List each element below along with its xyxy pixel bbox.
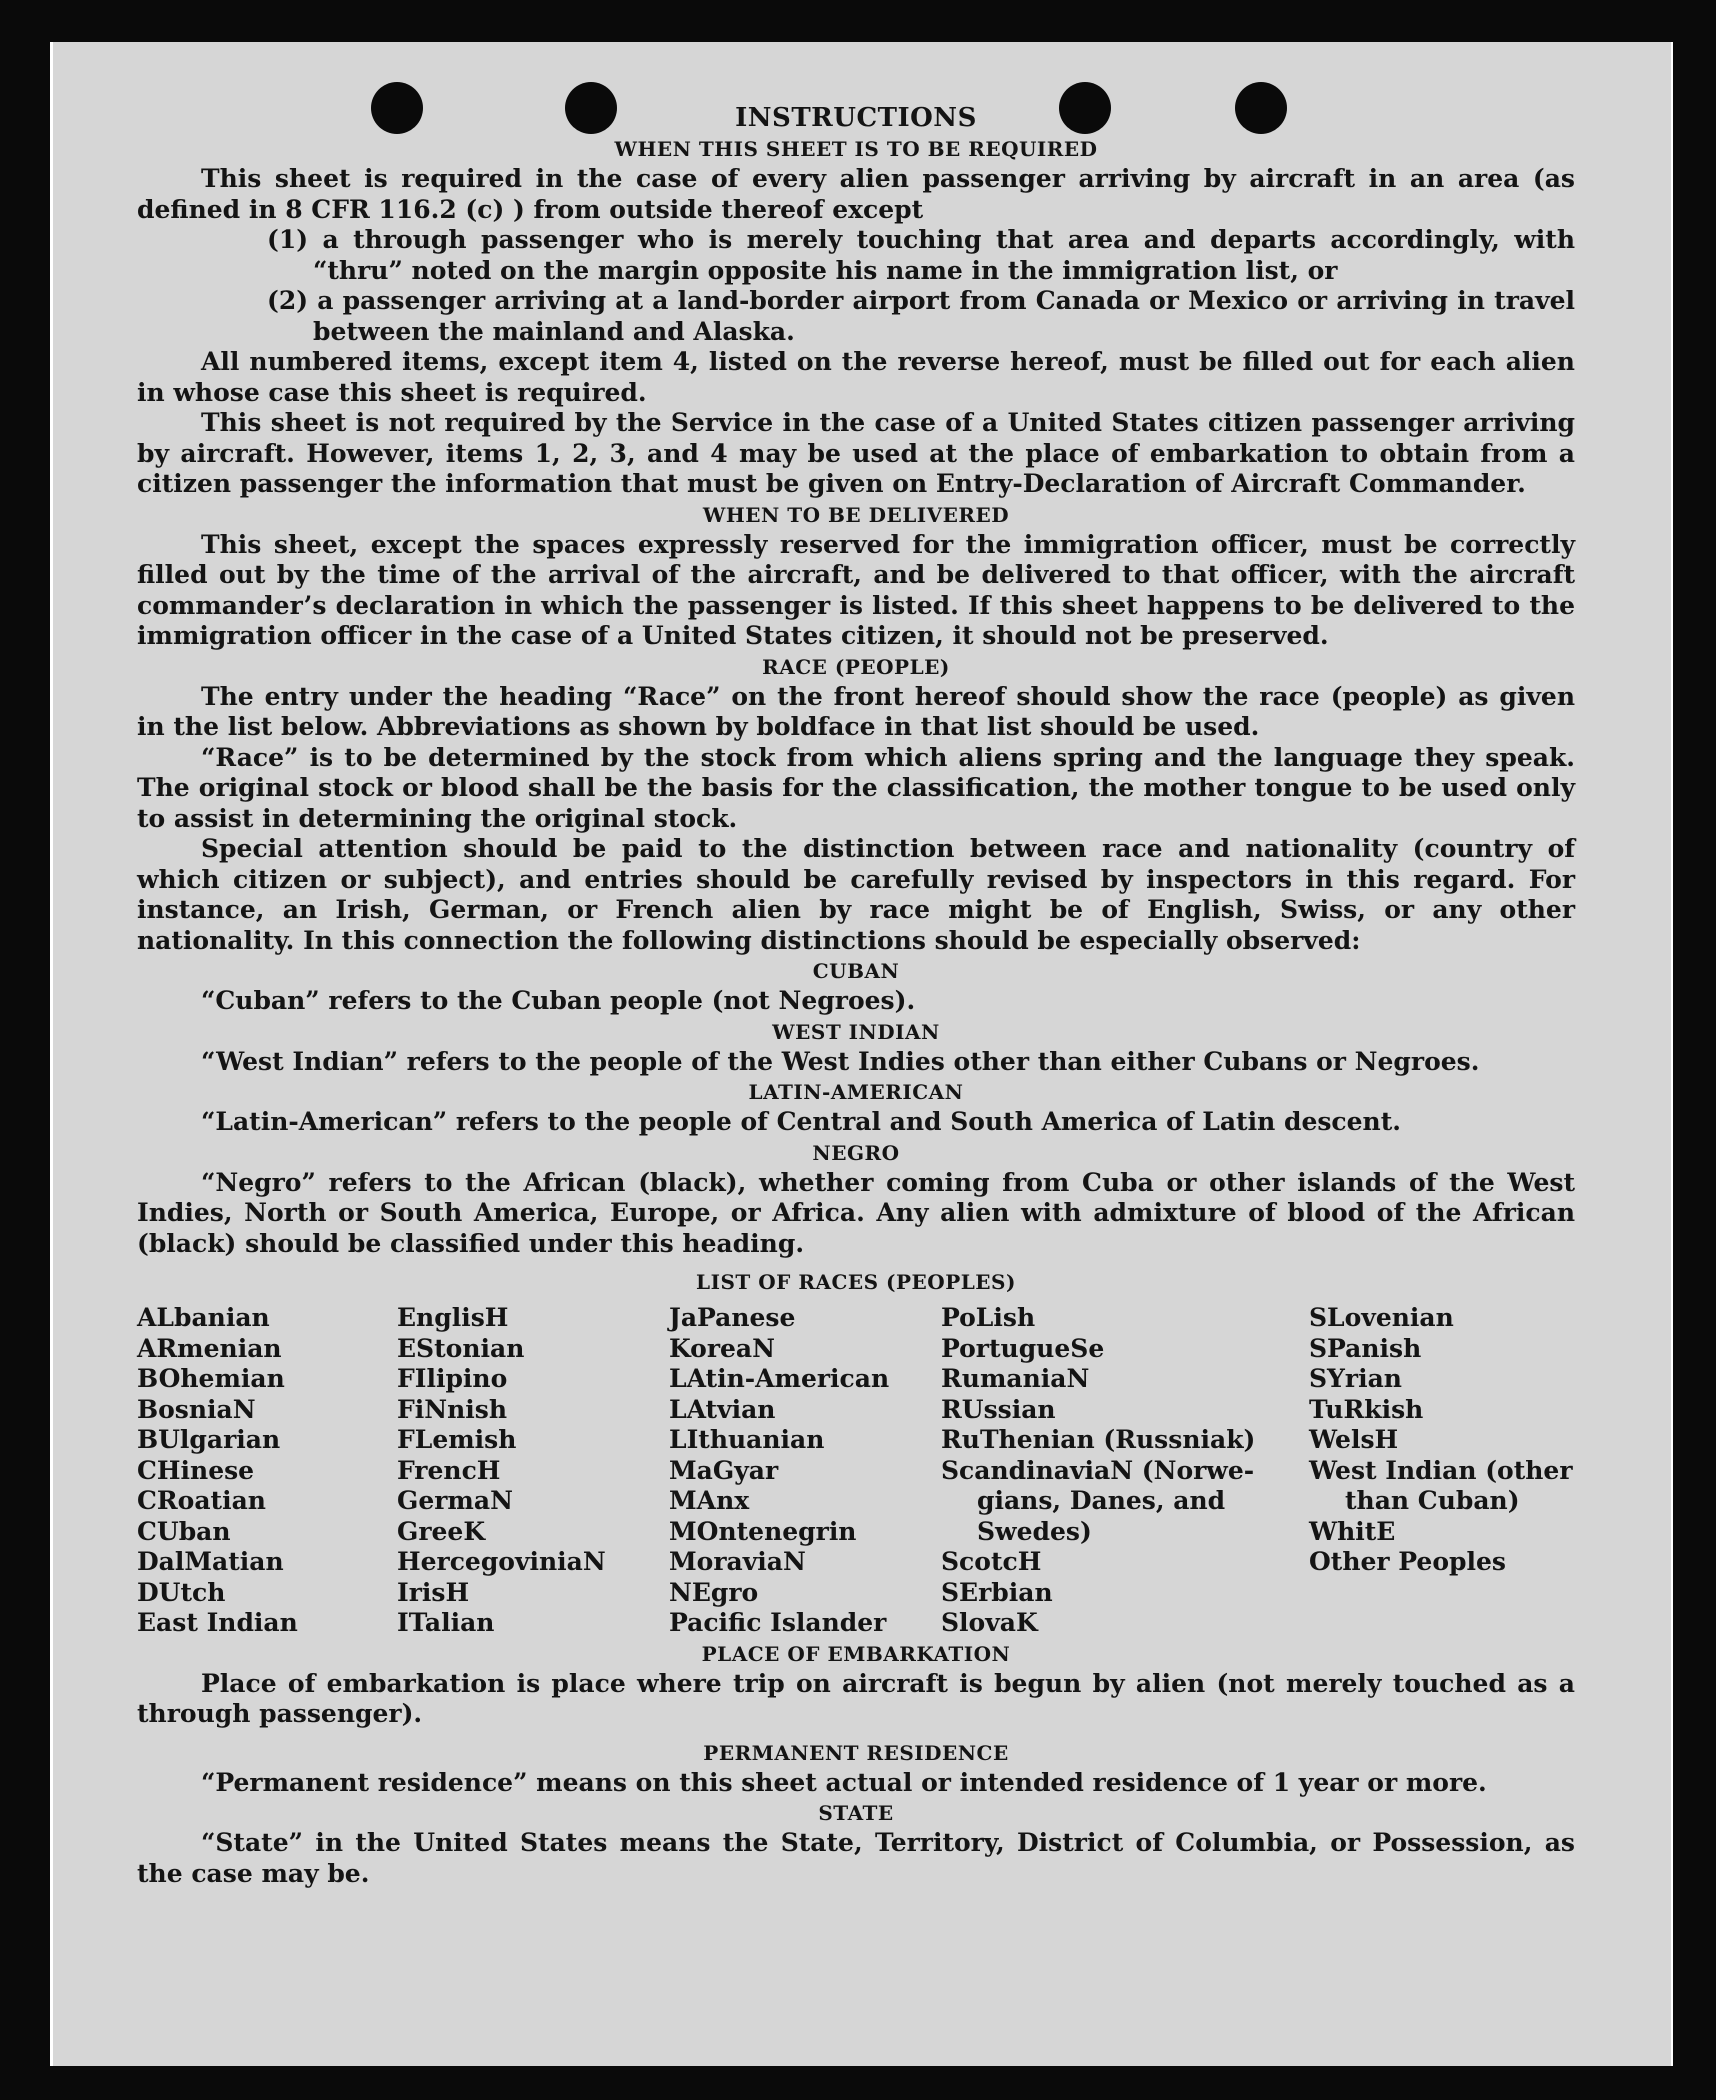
race-item: SErbian <box>941 1577 1053 1607</box>
race-item: SYrian <box>1309 1364 1402 1393</box>
paragraph: “Cuban” refers to the Cuban people (not Negroes). <box>201 986 916 1015</box>
race-item: Other Peoples <box>1309 1547 1506 1576</box>
race-item: GermaN <box>397 1486 513 1515</box>
race-item: than Cuban) <box>1345 1486 1520 1515</box>
section-heading-race: RACE (PEOPLE) <box>762 654 950 679</box>
race-item: JaPanese <box>669 1303 796 1332</box>
paragraph: All numbered items, except item 4, listed on the reverse hereof, must be filled out for each alien in whose case this sheet is required. <box>137 347 1575 407</box>
race-item: CUban <box>137 1516 231 1546</box>
section-heading-when-required: WHEN THIS SHEET IS TO BE REQUIRED <box>614 137 1098 161</box>
race-item: BosniaN <box>137 1394 256 1424</box>
race-item: BUlgarian <box>137 1425 281 1454</box>
race-item: DalMatian <box>137 1547 284 1576</box>
section-heading-west-indian: WEST INDIAN <box>772 1019 940 1044</box>
race-item: ALbanian <box>137 1303 270 1332</box>
race-item: CHinese <box>137 1455 255 1485</box>
race-item: ARmenian <box>137 1333 282 1363</box>
document-page <box>50 42 1673 2066</box>
section-heading-list-of-races: LIST OF RACES (PEOPLES) <box>696 1270 1016 1294</box>
race-item: PortugueSe <box>941 1333 1105 1363</box>
race-item: GreeK <box>397 1516 486 1546</box>
race-item: DUtch <box>137 1577 226 1607</box>
race-item: IrisH <box>397 1577 470 1607</box>
race-item: MaGyar <box>669 1455 779 1485</box>
paragraph: This sheet is required in the case of every alien passenger arriving by aircraft in an area (as defined in 8 CFR 116.2 (c) ) from outside thereof except <box>137 164 1575 224</box>
race-item: RUssian <box>941 1394 1056 1424</box>
race-item: MAnx <box>669 1486 750 1515</box>
race-item: Swedes) <box>977 1516 1092 1546</box>
paragraph: The entry under the heading “Race” on the front hereof should show the race (people) as given in the list below. Abbreviations as shown by boldface in that list should be used. <box>137 681 1575 741</box>
paragraph: “Race” is to be determined by the stock from which aliens spring and the language they speak. The original stock or blood shall be the basis for the classification, the mother tongue to be used only to assist in determining the original stock. <box>137 742 1575 833</box>
races-list <box>137 1303 1575 1639</box>
race-item: FrencH <box>397 1455 501 1485</box>
race-item: West Indian (other <box>1309 1455 1573 1485</box>
race-item: BOhemian <box>137 1364 285 1393</box>
race-item: WhitE <box>1309 1516 1396 1546</box>
list-item: (1) a through passenger who is merely touching that area and departs accordingly, with “thru” noted on the margin opposite his name in the immigration list, or <box>267 225 1575 285</box>
page-title: INSTRUCTIONS <box>735 103 977 133</box>
race-item: RuThenian (Russniak) <box>941 1425 1256 1454</box>
race-item: WelsH <box>1309 1425 1399 1454</box>
race-item: EStonian <box>397 1333 525 1363</box>
paragraph: “State” in the United States means the State, Territory, District of Columbia, or Possession, as the case may be. <box>137 1828 1575 1888</box>
race-item: LIthuanian <box>669 1425 825 1454</box>
race-item: CRoatian <box>137 1486 266 1515</box>
race-item: HercegoviniaN <box>397 1547 606 1576</box>
paragraph: Place of embarkation is place where trip on aircraft is begun by alien (not merely touched as a through passenger). <box>137 1668 1575 1728</box>
races-column <box>397 1303 669 1639</box>
section-heading-negro: NEGRO <box>812 1140 900 1165</box>
section-heading-state: STATE <box>818 1801 894 1825</box>
races-column <box>669 1303 941 1639</box>
race-item: SPanish <box>1309 1333 1422 1363</box>
section-heading-residence: PERMANENT RESIDENCE <box>703 1740 1009 1765</box>
race-item: FiNnish <box>397 1394 508 1424</box>
paragraph: “Negro” refers to the African (black), whether coming from Cuba or other islands of the West Indies, North or South America, Europe, or Africa. Any alien with admixture of blood of the African (black) should be classified under this heading. <box>137 1167 1575 1258</box>
instructions-body <box>137 102 1575 1889</box>
race-item: SLovenian <box>1309 1303 1454 1332</box>
race-item: SlovaK <box>941 1608 1038 1637</box>
paragraph: “Latin-American” refers to the people of Central and South America of Latin descent. <box>201 1107 1401 1136</box>
race-item: LAtvian <box>669 1394 776 1424</box>
race-item: MoraviaN <box>669 1547 806 1576</box>
race-item: TuRkish <box>1309 1394 1424 1424</box>
race-item: FIlipino <box>397 1364 508 1393</box>
section-heading-cuban: CUBAN <box>812 959 900 983</box>
race-item: ITalian <box>397 1608 495 1637</box>
section-heading-when-delivered: WHEN TO BE DELIVERED <box>702 502 1010 527</box>
race-item: ScandinaviaN (Norwe- <box>941 1455 1255 1485</box>
race-item: East Indian <box>137 1608 298 1637</box>
section-heading-latin-american: LATIN-AMERICAN <box>748 1080 964 1104</box>
race-item: FLemish <box>397 1425 517 1454</box>
list-item: (2) a passenger arriving at a land-border airport from Canada or Mexico or arriving in travel between the mainland and Alaska. <box>267 286 1575 346</box>
paragraph: “Permanent residence” means on this sheet actual or intended residence of 1 year or more. <box>201 1767 1487 1797</box>
section-heading-embarkation: PLACE OF EMBARKATION <box>701 1641 1011 1666</box>
race-item: MOntenegrin <box>669 1516 857 1546</box>
race-item: KoreaN <box>669 1333 775 1363</box>
races-column <box>941 1303 1309 1639</box>
paragraph: “West Indian” refers to the people of the West Indies other than either Cubans or Negroes. <box>201 1046 1480 1076</box>
race-item: PoLish <box>941 1303 1036 1332</box>
race-item: LAtin-American <box>669 1364 890 1393</box>
race-item: Pacific Islander <box>669 1608 887 1637</box>
race-item: RumaniaN <box>941 1364 1090 1393</box>
race-item: gians, Danes, and <box>977 1486 1226 1515</box>
race-item: NEgro <box>669 1577 759 1607</box>
races-column <box>137 1303 397 1639</box>
paragraph: This sheet, except the spaces expressly reserved for the immigration officer, must be correctly filled out by the time of the arrival of the aircraft, and be delivered to that officer, with the aircraft commander’s declaration in which the passenger is listed. If this sheet happens to be delivered to the immigration officer in the case of a United States citizen, it should not be preserved. <box>137 529 1575 650</box>
race-item: EnglisH <box>397 1303 509 1332</box>
races-column <box>1309 1303 1575 1639</box>
paragraph: Special attention should be paid to the distinction between race and nationality (country of which citizen or subject), and entries should be carefully revised by inspectors in this regard. For instance, an Irish, German, or French alien by race might be of English, Swiss, or any other nationality. In this connection the following distinctions should be especially observed: <box>137 834 1575 955</box>
race-item: ScotcH <box>941 1547 1042 1576</box>
paragraph: This sheet is not required by the Service in the case of a United States citizen passenger arriving by aircraft. However, items 1, 2, 3, and 4 may be used at the place of embarkation to obtain from a citizen passenger the information that must be given on Entry-Declaration of Aircraft Commander. <box>137 408 1575 498</box>
